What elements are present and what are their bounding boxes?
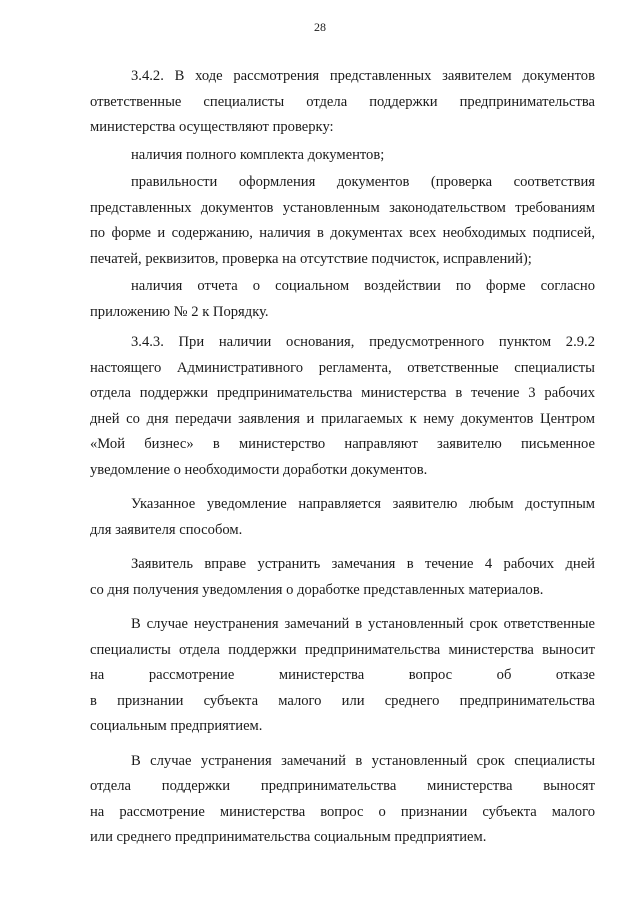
text-line: Указанное уведомление направляется заявителю любым доступным [131, 496, 595, 512]
text-line: «Мой бизнес» в министерство направляют заявителю письменное [90, 436, 595, 452]
text-line: 3.4.3. При наличии основания, предусмотренного пунктом 2.9.2 [131, 334, 595, 350]
page-number: 28 [314, 20, 326, 34]
text-line: Заявитель вправе устранить замечания в течение 4 рабочих дней [131, 556, 595, 572]
text-line: печатей, реквизитов, проверка на отсутствие подчисток, исправлений); [90, 250, 532, 267]
text-line: или среднего предпринимательства социальным предприятием. [90, 829, 487, 845]
text-line: отдела поддержки предпринимательства министерства выносят [90, 778, 595, 794]
text-line: отдела поддержки предпринимательства министерства в течение 3 рабочих [90, 385, 595, 401]
text-line: приложению № 2 к Порядку. [90, 303, 269, 320]
text-line: со дня получения уведомления о доработке представленных материалов. [90, 581, 544, 598]
paragraph-notice [90, 492, 595, 543]
text-line: 3.4.2. В ходе рассмотрения представленных заявителем документов [131, 68, 595, 84]
paragraph-correctness [90, 170, 595, 272]
text-line: специалисты отдела поддержки предпринимательства министерства выносит [90, 641, 595, 658]
paragraph-not-fixed [90, 612, 595, 740]
paragraph-complete-set [90, 143, 595, 169]
text-line: В случае устранения замечаний в установленный срок специалисты [131, 752, 595, 769]
text-line: в признании субъекта малого или среднего предпринимательства [90, 692, 595, 709]
text-line: правильности оформления документов (проверка соответствия [131, 174, 595, 190]
paragraph-fixed [90, 749, 595, 851]
text-line: наличия отчета о социальном воздействии по форме согласно [131, 278, 595, 294]
document-body [90, 64, 595, 851]
text-line: дней со дня передачи заявления и прилагаемых к нему документов Центром [90, 410, 595, 427]
text-line: уведомление о необходимости доработки документов. [90, 461, 428, 478]
text-line: наличия полного комплекта документов; [131, 146, 385, 163]
text-line: ответственные специалисты отдела поддержки предпринимательства [90, 93, 595, 110]
text-line: социальным предприятием. [90, 718, 263, 734]
text-line: В случае неустранения замечаний в установленный срок ответственные [131, 616, 595, 632]
text-line: для заявителя способом. [90, 521, 243, 538]
paragraph-3-4-2 [90, 64, 595, 141]
paragraph-3-4-3 [90, 330, 595, 483]
text-line: настоящего Административного регламента, ответственные специалисты [90, 359, 595, 376]
text-line: представленных документов установленным законодательством требованиям [90, 199, 595, 216]
text-line: на рассмотрение министерства вопрос о признании субъекта малого [90, 803, 595, 820]
paragraph-right-to-fix [90, 552, 595, 603]
paragraph-report [90, 274, 595, 325]
text-line: министерства осуществляют проверку: [90, 119, 334, 135]
text-line: на рассмотрение министерства вопрос об отказе [90, 667, 595, 683]
text-line: по форме и содержанию, наличия в документах всех необходимых подписей, [90, 225, 595, 241]
